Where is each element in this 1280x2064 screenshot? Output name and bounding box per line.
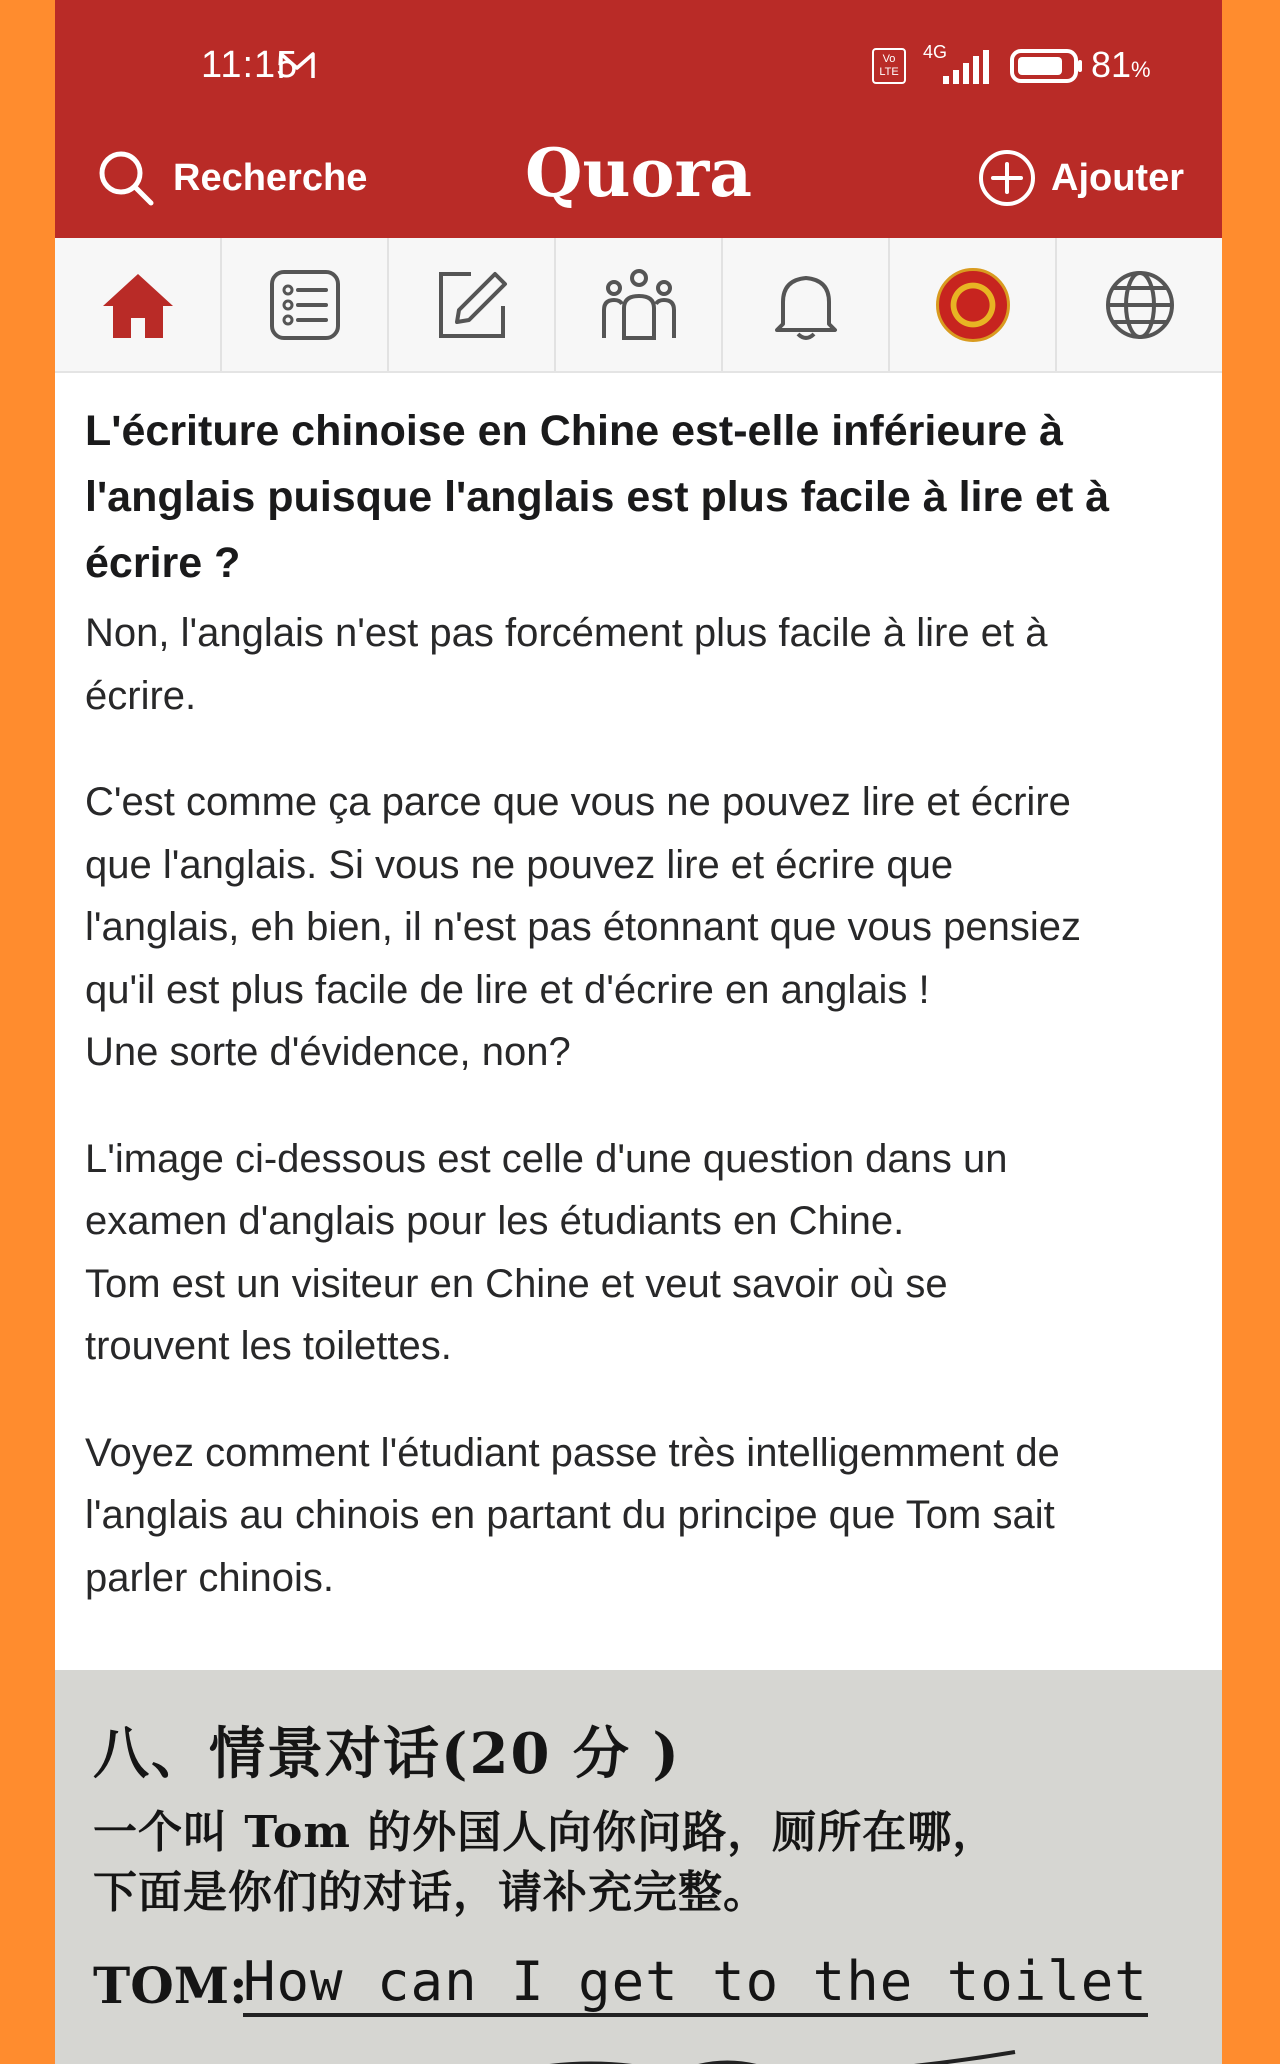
nav-item-spaces[interactable] (556, 238, 723, 371)
exam-handwritten-answer: How can I get to the toilet (243, 1950, 1148, 2017)
answer-line: l'anglais au chinois en partant du principe que Tom sait (85, 1493, 1055, 1537)
handwriting-scribble (255, 2042, 1055, 2064)
status-bar (55, 0, 1222, 136)
answer-line: Une sorte d'évidence, non? (85, 1030, 571, 1074)
question-title-line: l'anglais puisque l'anglais est plus facile à lire et à (85, 473, 1110, 521)
answer-line: qu'il est plus facile de lire et d'écrire en anglais ! (85, 967, 930, 1012)
avatar (936, 268, 1010, 342)
answer-line: l'anglais, eh bien, il n'est pas étonnant que vous pensiez (85, 905, 1081, 949)
plus-circle-icon (977, 148, 1037, 208)
exam-instruction-line: 下面是你们的对话，请补充完整。 (93, 1867, 768, 1918)
answer-line: examen d'anglais pour les étudiants en Chine. (85, 1199, 905, 1243)
question-title[interactable] (85, 398, 1190, 596)
exam-heading: 八、情景对话(20 分 ) (93, 1721, 681, 1787)
quora-logo[interactable]: Quora (524, 134, 753, 212)
answer-line: Voyez comment l'étudiant passe très intelligemment de (85, 1430, 1060, 1475)
answer-line: trouvent les toilettes. (85, 1324, 452, 1368)
network-type: 4G (923, 42, 948, 62)
answer-line: L'image ci-dessous est celle d'une question dans un (85, 1136, 1008, 1181)
nav-item-language[interactable] (1057, 238, 1222, 371)
answer-content (85, 398, 1190, 1653)
answer-line: Non, l'anglais n'est pas forcément plus facile à lire et à (85, 611, 1048, 655)
battery-icon (1010, 48, 1084, 84)
app-screen (55, 0, 1222, 2064)
nav-item-home[interactable] (55, 238, 222, 371)
answer-paragraph (85, 602, 1190, 727)
app-header (55, 136, 1222, 238)
nav-bar (55, 238, 1222, 373)
answer-line: C'est comme ça parce que vous ne pouvez lire et écrire (85, 780, 1071, 824)
answer-line: parler chinois. (85, 1555, 335, 1600)
search-label: Recherche (173, 156, 368, 199)
battery-percent: 81% (1091, 44, 1151, 85)
spaces-icon (600, 266, 678, 344)
status-time: 11:15 (201, 44, 299, 86)
bell-icon (767, 266, 845, 344)
nav-item-notifications[interactable] (723, 238, 890, 371)
exam-instruction-line: 一个叫 Tom 的外国人向你问路，厕所在哪， (93, 1807, 998, 1858)
answer-line: que l'anglais. Si vous ne pouvez lire et écrire que (85, 842, 954, 887)
list-icon (266, 266, 344, 344)
volte-badge: Vo LTE (872, 48, 906, 84)
nav-item-write[interactable] (389, 238, 556, 371)
signal-icon (935, 50, 991, 84)
edit-icon (433, 266, 511, 344)
nav-item-profile[interactable] (890, 238, 1057, 371)
add-question-button[interactable] (977, 142, 1184, 214)
exam-photo[interactable] (55, 1670, 1222, 2064)
answer-line: Tom est un visiteur en Chine et veut savoir où se (85, 1261, 948, 1306)
question-title-line: L'écriture chinoise en Chine est-elle inférieure à (85, 407, 1064, 455)
nav-item-answers[interactable] (222, 238, 389, 371)
answer-paragraph (85, 1128, 1190, 1378)
globe-icon (1101, 266, 1179, 344)
home-icon (99, 266, 177, 344)
answer-paragraph (85, 1422, 1190, 1610)
exam-speaker: TOM: (93, 1956, 248, 2015)
mail-notification-icon (277, 50, 317, 80)
question-title-line: écrire ? (85, 539, 241, 587)
answer-paragraph (85, 771, 1190, 1084)
answer-line: écrire. (85, 673, 197, 718)
add-label: Ajouter (1051, 156, 1184, 199)
